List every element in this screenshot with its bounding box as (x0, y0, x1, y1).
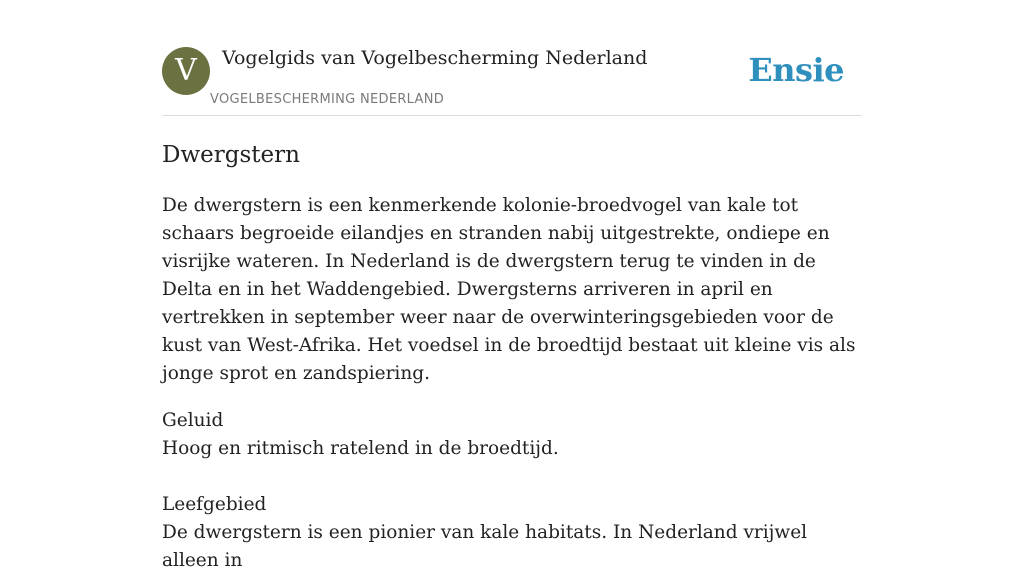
section-heading: Geluid (162, 410, 224, 431)
entry-title: Dwergstern (162, 142, 300, 168)
page-container (162, 0, 862, 571)
publisher-label: VOGELBESCHERMING NEDERLAND (210, 92, 445, 107)
section-heading: Leefgebied (162, 494, 267, 515)
section-text: De dwergstern is een pionier van kale habitats. In Nederland vrijwel alleen in (162, 522, 808, 571)
ensie-logo[interactable]: Ensie (748, 51, 844, 89)
source-avatar[interactable]: V (162, 47, 210, 95)
entry-content (162, 192, 862, 575)
section-text: Hoog en ritmisch ratelend in de broedtijd. (162, 438, 559, 459)
section-spacer (162, 463, 862, 491)
section-geluid (162, 407, 862, 463)
source-header (162, 0, 862, 116)
source-title-link[interactable]: Vogelgids van Vogelbescherming Nederland (222, 47, 648, 69)
entry-intro: De dwergstern is een kenmerkende kolonie-broedvogel van kale tot schaars begroeide eilandjes en stranden nabij uitgestrekte, ondiepe en visrijke wateren. In Nederland is de dwergstern terug te vinden in de Delta en in het Waddengebied. Dwergsterns arriveren in april en vertrekken in september weer naar de overwinteringsgebieden voor de kust van West-Afrika. Het voedsel in de broedtijd bestaat uit kleine vis als jonge sprot en zandspiering. (162, 195, 856, 384)
section-leefgebied (162, 491, 862, 575)
